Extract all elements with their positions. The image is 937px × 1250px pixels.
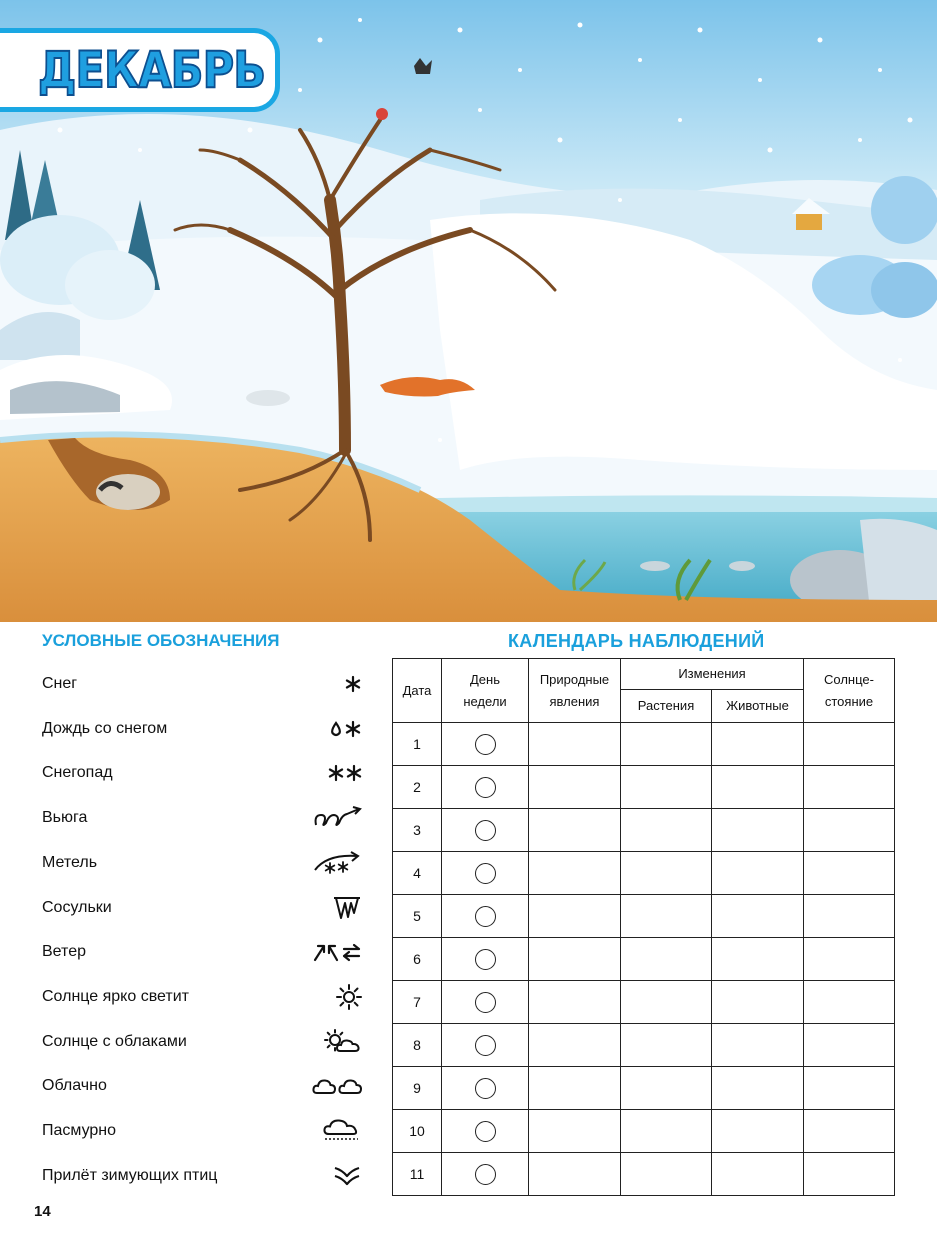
- month-title-tab: [0, 28, 280, 112]
- column-header-plants: Растения: [621, 690, 712, 723]
- plants-cell[interactable]: [621, 1067, 712, 1110]
- column-header-animals: Животные: [712, 690, 804, 723]
- plants-cell[interactable]: [621, 1153, 712, 1196]
- legend-item-snow: [42, 664, 362, 704]
- plants-cell[interactable]: [621, 766, 712, 809]
- legend-item-icicles: [42, 888, 362, 928]
- solstice-cell[interactable]: [804, 981, 895, 1024]
- animals-cell[interactable]: [712, 981, 804, 1024]
- calendar-heading: КАЛЕНДАРЬ НАБЛЮДЕНИЙ: [508, 631, 765, 651]
- sun-clouds-icon: [310, 1027, 362, 1057]
- legend-item-blizzard: [42, 798, 362, 838]
- weekday-cell[interactable]: [442, 1024, 529, 1067]
- phenomena-cell[interactable]: [529, 852, 621, 895]
- animals-cell[interactable]: [712, 1153, 804, 1196]
- date-cell: 7: [393, 981, 442, 1024]
- solstice-cell[interactable]: [804, 938, 895, 981]
- table-row: [393, 895, 895, 938]
- animals-cell[interactable]: [712, 1024, 804, 1067]
- month-title: ДЕКАБРЬ: [38, 41, 266, 99]
- weekday-cell[interactable]: [442, 809, 529, 852]
- legend-item-overcast: [42, 1111, 362, 1151]
- animals-cell[interactable]: [712, 1110, 804, 1153]
- weekday-circle[interactable]: [475, 1121, 496, 1142]
- solstice-cell[interactable]: [804, 766, 895, 809]
- date-cell: 8: [393, 1024, 442, 1067]
- rain-snow-icon: [310, 714, 362, 744]
- weekday-cell[interactable]: [442, 981, 529, 1024]
- plants-cell[interactable]: [621, 852, 712, 895]
- weekday-circle[interactable]: [475, 992, 496, 1013]
- table-row: [393, 1110, 895, 1153]
- animals-cell[interactable]: [712, 938, 804, 981]
- table-row: [393, 766, 895, 809]
- phenomena-cell[interactable]: [529, 895, 621, 938]
- phenomena-cell[interactable]: [529, 1153, 621, 1196]
- date-cell: 1: [393, 723, 442, 766]
- column-header-phenomena: Природные явления: [529, 659, 621, 723]
- legend-item-birds: [42, 1156, 362, 1196]
- wind-icon: [310, 937, 362, 967]
- solstice-cell[interactable]: [804, 1153, 895, 1196]
- date-cell: 10: [393, 1110, 442, 1153]
- observation-calendar-table: [392, 658, 895, 1196]
- date-cell: 9: [393, 1067, 442, 1110]
- phenomena-cell[interactable]: [529, 1067, 621, 1110]
- legend-label: Вьюга: [42, 809, 88, 827]
- table-row: [393, 809, 895, 852]
- weekday-cell[interactable]: [442, 766, 529, 809]
- weekday-circle[interactable]: [475, 820, 496, 841]
- plants-cell[interactable]: [621, 938, 712, 981]
- animals-cell[interactable]: [712, 1067, 804, 1110]
- table-row: [393, 1067, 895, 1110]
- weekday-cell[interactable]: [442, 1067, 529, 1110]
- table-row: [393, 1153, 895, 1196]
- animals-cell[interactable]: [712, 852, 804, 895]
- weekday-cell[interactable]: [442, 1110, 529, 1153]
- animals-cell[interactable]: [712, 766, 804, 809]
- solstice-cell[interactable]: [804, 809, 895, 852]
- blizzard-icon: [310, 803, 362, 833]
- animals-cell[interactable]: [712, 809, 804, 852]
- column-header-solstice: Солнце- стояние: [804, 659, 895, 723]
- date-cell: 11: [393, 1153, 442, 1196]
- overcast-icon: [310, 1116, 362, 1146]
- phenomena-cell[interactable]: [529, 1024, 621, 1067]
- legend-item-sun: [42, 977, 362, 1017]
- fish: [729, 561, 755, 571]
- solstice-cell[interactable]: [804, 895, 895, 938]
- phenomena-cell[interactable]: [529, 766, 621, 809]
- legend-label: Дождь со снегом: [42, 719, 168, 737]
- solstice-cell[interactable]: [804, 1024, 895, 1067]
- legend-item-sun-clouds: [42, 1022, 362, 1062]
- weekday-circle[interactable]: [475, 906, 496, 927]
- date-cell: 3: [393, 809, 442, 852]
- phenomena-cell[interactable]: [529, 938, 621, 981]
- legend-label: Снегопад: [42, 764, 113, 782]
- weekday-circle[interactable]: [475, 1035, 496, 1056]
- date-cell: 5: [393, 895, 442, 938]
- phenomena-cell[interactable]: [529, 723, 621, 766]
- legend-label: Облачно: [42, 1077, 107, 1095]
- legend-label: Сосульки: [42, 898, 112, 916]
- fish: [640, 561, 670, 571]
- bullfinch: [376, 108, 388, 120]
- sun-icon: [310, 982, 362, 1012]
- icicles-icon: [310, 893, 362, 923]
- weekday-circle[interactable]: [475, 949, 496, 970]
- snowfall-icon: [310, 758, 362, 788]
- plants-cell[interactable]: [621, 1110, 712, 1153]
- snowflake-icon: [310, 669, 362, 699]
- legend-label: Снег: [42, 675, 78, 692]
- hare: [246, 390, 290, 406]
- weekday-cell[interactable]: [442, 852, 529, 895]
- plants-cell[interactable]: [621, 1024, 712, 1067]
- phenomena-cell[interactable]: [529, 809, 621, 852]
- animals-cell[interactable]: [712, 895, 804, 938]
- birds-icon: [310, 1161, 362, 1191]
- solstice-cell[interactable]: [804, 723, 895, 766]
- plants-cell[interactable]: [621, 809, 712, 852]
- column-header-weekday: День недели: [442, 659, 529, 723]
- solstice-cell[interactable]: [804, 1110, 895, 1153]
- legend-label: Ветер: [42, 943, 86, 961]
- column-header-date: Дата: [393, 659, 442, 723]
- phenomena-cell[interactable]: [529, 981, 621, 1024]
- weekday-cell[interactable]: [442, 723, 529, 766]
- table-row: [393, 852, 895, 895]
- solstice-cell[interactable]: [804, 852, 895, 895]
- table-row: [393, 1024, 895, 1067]
- plants-cell[interactable]: [621, 981, 712, 1024]
- weekday-circle[interactable]: [475, 734, 496, 755]
- animals-cell[interactable]: [712, 723, 804, 766]
- table-row: [393, 981, 895, 1024]
- winter-scene-illustration: [0, 0, 937, 622]
- legend-item-clouds: [42, 1066, 362, 1106]
- weekday-circle[interactable]: [475, 863, 496, 884]
- weekday-cell[interactable]: [442, 938, 529, 981]
- weekday-cell[interactable]: [442, 895, 529, 938]
- solstice-cell[interactable]: [804, 1067, 895, 1110]
- weekday-cell[interactable]: [442, 1153, 529, 1196]
- date-cell: 4: [393, 852, 442, 895]
- legend-item-snowstorm: [42, 843, 362, 883]
- weekday-circle[interactable]: [475, 1164, 496, 1185]
- plants-cell[interactable]: [621, 723, 712, 766]
- legend-item-snowfall: [42, 753, 362, 793]
- date-cell: 6: [393, 938, 442, 981]
- legend-label: Прилёт зимующих птиц: [42, 1166, 218, 1184]
- column-header-changes: Изменения: [621, 659, 804, 690]
- legend-item-rain-snow: [42, 709, 362, 749]
- weekday-circle[interactable]: [475, 1078, 496, 1099]
- legend-heading: УСЛОВНЫЕ ОБОЗНАЧЕНИЯ: [42, 631, 280, 650]
- date-cell: 2: [393, 766, 442, 809]
- table-row: [393, 938, 895, 981]
- legend-label: Солнце с облаками: [42, 1032, 187, 1050]
- snowstorm-icon: [310, 848, 362, 878]
- plants-cell[interactable]: [621, 895, 712, 938]
- badger: [96, 474, 160, 510]
- weekday-circle[interactable]: [475, 777, 496, 798]
- page-number: 14: [34, 1203, 51, 1220]
- table-row: [393, 723, 895, 766]
- legend-label: Метель: [42, 853, 98, 871]
- legend-item-wind: [42, 932, 362, 972]
- legend-label: Солнце ярко светит: [42, 987, 189, 1005]
- phenomena-cell[interactable]: [529, 1110, 621, 1153]
- legend-label: Пасмурно: [42, 1122, 117, 1139]
- clouds-icon: [310, 1071, 362, 1101]
